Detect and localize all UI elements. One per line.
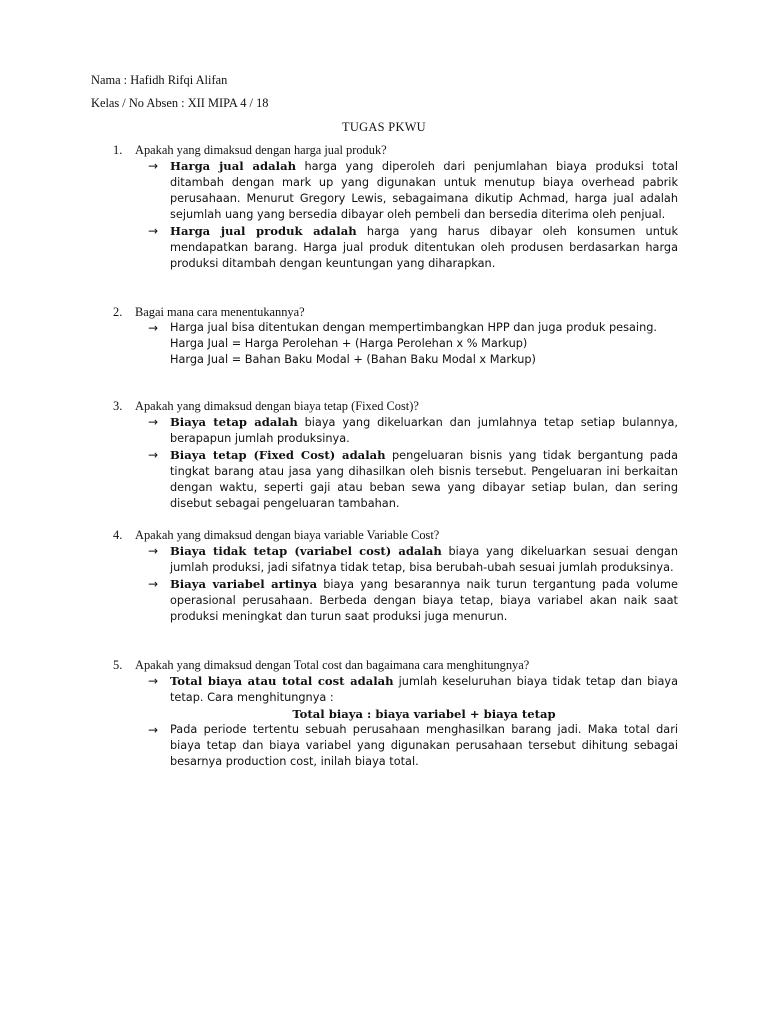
- formula-line: Harga Jual = Harga Perolehan + (Harga Perolehan x % Markup): [170, 337, 528, 350]
- answer-text: biaya yang besarannya naik turun tergantung pada volume operasional perusahaan. Berbeda dengan biaya tetap, biaya variabel akan naik saat produksi meningkat dan turun saat produksi juga menurun.: [170, 578, 678, 623]
- arrow-right-icon: →: [148, 321, 159, 335]
- arrow-right-icon: →: [148, 723, 159, 737]
- answer-text: pengeluaran bisnis yang tidak bergantung pada tingkat barang atau jasa yang dihasilkan oleh bisnis tersebut. Pengeluaran ini berkaitan dengan waktu, seperti gaji atau beban sewa yang dibayar setiap bulan, dan sering disebut sebagai pengeluaran tambahan.: [170, 449, 678, 510]
- question-5-heading: [113, 657, 683, 673]
- document-title: TUGAS PKWU: [342, 120, 426, 134]
- answer-item: [148, 576, 678, 625]
- question-number: 3.: [113, 399, 123, 413]
- question-number: 2.: [113, 305, 123, 319]
- answer-bold-term: Biaya tetap adalah: [170, 415, 298, 429]
- question-text: Apakah yang dimaksud dengan biaya tetap (Fixed Cost)?: [135, 399, 419, 413]
- student-name-line: Nama : Hafidh Rifqi Alifan: [91, 73, 228, 87]
- answer-text: harga yang diperoleh dari penjumlahan biaya produksi total ditambah dengan mark up yang digunakan untuk menutup biaya overhead pabrik perusahaan. Menurut Gregory Lewis, sebagaimana dikutip Achmad, harga jual adalah sejumlah uang yang bersedia dibayar oleh pembeli dan bersedia diterima oleh penjual.: [170, 160, 678, 221]
- question-3: [113, 398, 683, 512]
- question-text: Apakah yang dimaksud dengan biaya variable Variable Cost?: [135, 528, 440, 542]
- answer-text: harga yang harus dibayar oleh konsumen untuk mendapatkan barang. Harga jual produk ditentukan oleh produsen berdasarkan harga produksi ditambah dengan keuntungan yang diharapkan.: [170, 225, 678, 270]
- answer-item: [148, 158, 678, 223]
- answer-bold-term: Biaya tidak tetap (variabel cost) adalah: [170, 544, 442, 558]
- question-2: [113, 304, 683, 368]
- answer-text: Harga jual bisa ditentukan dengan mempertimbangkan HPP dan juga produk pesaing.: [170, 321, 657, 334]
- question-1: [113, 142, 683, 272]
- answer-bold-term: Biaya variabel artinya: [170, 577, 318, 591]
- answer-bold-term: Total biaya atau total cost adalah: [170, 674, 394, 688]
- arrow-right-icon: →: [148, 159, 159, 173]
- question-number: 5.: [113, 658, 123, 672]
- arrow-right-icon: →: [148, 577, 159, 591]
- question-3-heading: [113, 398, 683, 414]
- question-text: Apakah yang dimaksud dengan Total cost dan bagaimana cara menghitungnya?: [135, 658, 530, 672]
- answer-item: [148, 673, 678, 722]
- answer-bold-term: Harga jual adalah: [170, 159, 297, 173]
- question-5: [113, 657, 683, 770]
- question-text: Apakah yang dimaksud dengan harga jual produk?: [135, 143, 387, 157]
- student-class-line: Kelas / No Absen : XII MIPA 4 / 18: [91, 96, 269, 110]
- arrow-right-icon: →: [148, 674, 159, 688]
- question-text: Bagai mana cara menentukannya?: [135, 305, 305, 319]
- answer-item: [148, 722, 678, 770]
- question-4-heading: [113, 527, 683, 543]
- answer-text: jumlah keseluruhan biaya tidak tetap dan biaya tetap. Cara menghitungnya :: [170, 675, 678, 704]
- answer-item: [148, 447, 678, 512]
- answer-item: [148, 320, 678, 368]
- answer-item: [148, 414, 678, 447]
- question-1-heading: [113, 142, 683, 158]
- answer-text: biaya yang dikeluarkan dan jumlahnya tetap setiap bulannya, berapapun jumlah produksinya.: [170, 416, 678, 445]
- question-4: [113, 527, 683, 625]
- question-number: 1.: [113, 143, 123, 157]
- arrow-right-icon: →: [148, 544, 159, 558]
- answer-bold-term: Biaya tetap (Fixed Cost) adalah: [170, 448, 386, 462]
- answer-text: Pada periode tertentu sebuah perusahaan menghasilkan barang jadi. Maka total dari biaya tetap dan biaya variabel yang digunakan perusahaan tersebut dihitung sebagai besarnya production cost, inilah biaya total.: [170, 723, 678, 768]
- arrow-right-icon: →: [148, 415, 159, 429]
- answer-bold-term: Harga jual produk adalah: [170, 224, 357, 238]
- arrow-right-icon: →: [148, 448, 159, 462]
- answer-text: biaya yang dikeluarkan sesuai dengan jumlah produksi, jadi sifatnya tidak tetap, bisa berubah-ubah sesuai jumlah produksinya.: [170, 545, 679, 574]
- total-cost-formula: Total biaya : biaya variabel + biaya tetap: [292, 707, 556, 721]
- arrow-right-icon: →: [148, 224, 159, 238]
- formula-line: Harga Jual = Bahan Baku Modal + (Bahan Baku Modal x Markup): [170, 353, 536, 366]
- question-2-heading: [113, 304, 683, 320]
- answer-item: [148, 543, 678, 576]
- answer-item: [148, 223, 678, 272]
- question-number: 4.: [113, 528, 123, 542]
